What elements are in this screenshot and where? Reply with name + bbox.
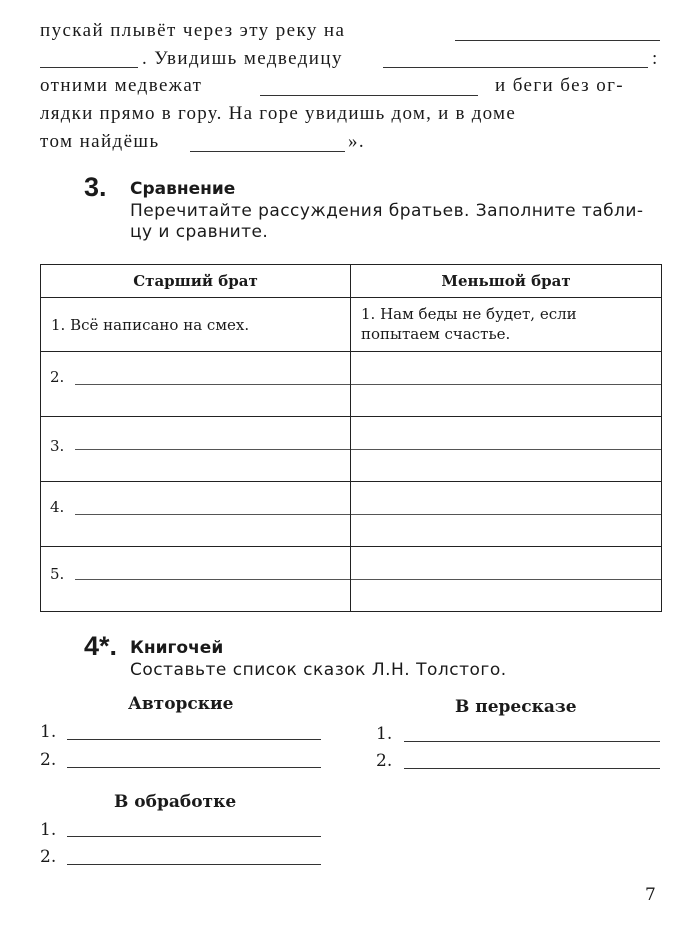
story-text-3a: отними медвежат (40, 75, 203, 96)
table-cell (351, 298, 662, 352)
answer-line[interactable] (351, 384, 661, 385)
row-number: 3. (50, 437, 65, 455)
older-brother-answer-1: 1. Всё написано на смех. (51, 316, 250, 334)
table-cell[interactable] (41, 482, 351, 547)
row-number: 2. (50, 368, 65, 386)
table-cell[interactable] (351, 547, 662, 612)
answer-line[interactable] (75, 514, 350, 515)
task-4-title: Книгочей (130, 638, 224, 658)
story-line-3-end (495, 75, 624, 97)
story-line-1 (40, 20, 662, 42)
blank-line[interactable] (190, 151, 345, 152)
story-text-3b: и беги без ог- (495, 75, 625, 96)
answer-line[interactable] (67, 836, 321, 837)
answer-line[interactable] (67, 767, 321, 768)
table-cell (41, 298, 351, 352)
list-number: 2. (376, 751, 393, 771)
table-cell[interactable] (41, 352, 351, 417)
answer-line[interactable] (67, 864, 321, 865)
task-3-instruction-2: цу и сравните. (130, 222, 269, 242)
younger-brother-answer-1 (351, 298, 661, 344)
table-row (41, 547, 662, 612)
answer-line[interactable] (75, 449, 350, 450)
table-cell[interactable] (351, 352, 662, 417)
answer-line[interactable] (404, 768, 660, 769)
table-row (41, 482, 662, 547)
story-text-5-end: ». (348, 131, 366, 152)
task-3-number: 3. (84, 172, 107, 202)
task-3-instruction-1: Перечитайте рассуждения братьев. Заполните табли- (130, 201, 644, 221)
heading-adapted-tales: В обработке (114, 792, 237, 812)
story-line-5 (40, 131, 160, 153)
list-number: 2. (40, 750, 57, 770)
story-text-1: пускай плывёт через эту реку на (40, 20, 346, 41)
answer-line[interactable] (351, 514, 661, 515)
list-number: 1. (40, 820, 57, 840)
heading-author-tales: Авторские (128, 694, 234, 714)
blank-line[interactable] (383, 67, 648, 68)
table-cell[interactable] (41, 417, 351, 482)
row-number: 4. (50, 498, 65, 516)
answer-line[interactable] (75, 579, 350, 580)
answer-line[interactable] (404, 741, 660, 742)
row-number: 5. (50, 565, 65, 583)
list-number: 2. (40, 847, 57, 867)
task-4-instruction: Составьте список сказок Л.Н. Толстого. (130, 660, 507, 680)
task-3-title: Сравнение (130, 179, 236, 199)
story-line-3 (40, 75, 202, 97)
table-row (41, 298, 662, 352)
blank-line[interactable] (40, 67, 138, 68)
story-quote-end (348, 131, 365, 153)
story-text-2: . Увидишь медведицу (142, 48, 343, 69)
story-colon (652, 48, 659, 70)
list-number: 1. (376, 724, 393, 744)
table-cell[interactable] (351, 482, 662, 547)
table-cell[interactable] (41, 547, 351, 612)
comparison-table (40, 264, 662, 612)
task-4-number: 4*. (84, 631, 118, 661)
answer-line[interactable] (67, 739, 321, 740)
blank-line[interactable] (455, 40, 660, 41)
table-row (41, 417, 662, 482)
page-number: 7 (645, 885, 656, 905)
heading-retold-tales: В пересказе (455, 697, 577, 717)
younger-answer-line-1: 1. Нам беды не будет, если (361, 305, 577, 323)
story-text-4: лядки прямо в гору. На горе увидишь дом, и в доме (40, 103, 517, 124)
blank-line[interactable] (260, 95, 478, 96)
story-text-5: том найдёшь (40, 131, 160, 152)
younger-answer-line-2: попытаем счастье. (361, 325, 511, 343)
answer-line[interactable] (351, 579, 661, 580)
table-header-row (41, 265, 662, 298)
story-line-2 (142, 48, 343, 70)
table-row (41, 352, 662, 417)
list-number: 1. (40, 722, 57, 742)
header-younger-brother: Меньшой брат (351, 265, 662, 298)
answer-line[interactable] (351, 449, 661, 450)
story-text-colon: : (652, 48, 659, 69)
story-line-4 (40, 103, 662, 125)
header-older-brother: Старший брат (41, 265, 351, 298)
table-cell[interactable] (351, 417, 662, 482)
answer-line[interactable] (75, 384, 350, 385)
